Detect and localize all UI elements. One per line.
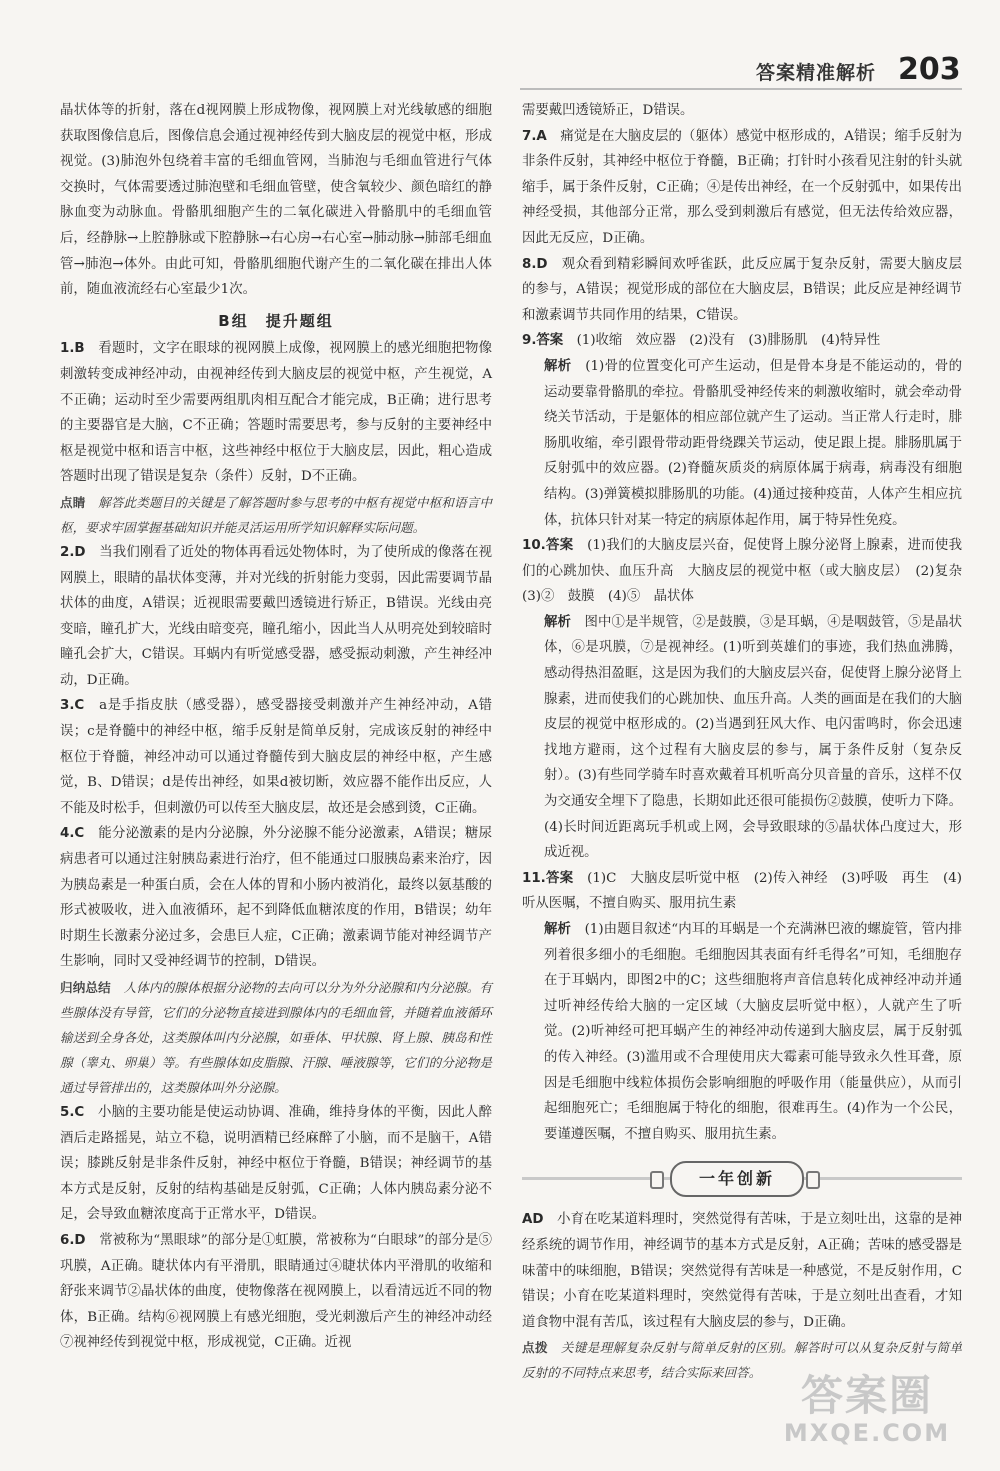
- item-text: 常被称为“黑眼球”的部分是①虹膜，常被称为“白眼球”的部分是⑤巩膜，A正确。睫状体内有平滑肌，眼睛通过④睫状体内平滑肌的收缩和舒张来调节②晶状体的曲度，使物像落在视网膜上，以看清远近不同的物体，B正确。结构⑥视网膜上有感光细胞，受光刺激后产生的神经冲动经⑦视神经传到视觉中枢，形成视觉，C正确。近视: [60, 1232, 492, 1351]
- group-title: B组 提升题组: [218, 311, 334, 330]
- item-text: 能分泌激素的是内分泌腺，外分泌腺不能分泌激素，A错误；糖尿病患者可以通过注射胰岛素进行治疗，但不能通过口服胰岛素来治疗，因为胰岛素是一种蛋白质，会在人体的胃和小肠内被消化，最终以氨基酸的形式被吸收，进入血液循环，起不到降低血糖浓度的作用，B错误；幼年时期生长激素分泌过多，会患巨人症，C正确；激素调节能对神经调节产生影响，同时又受神经调节的控制，D错误。: [60, 826, 493, 970]
- item-text: 观众看到精彩瞬间欢呼雀跃，此反应属于复杂反射，需要大脑皮层的参与，A错误；视觉形成的部位在大脑皮层，B错误；此反应是神经调节和激素调节共同作用的结果，C错误。: [522, 256, 963, 323]
- item-text: (1)我们的大脑皮层兴奋，促使肾上腺分泌肾上腺素，进而使我们的心跳加快、血压升高 大脑皮层的视觉中枢（或大脑皮层） (2)复杂 (3)② 鼓膜 (4)⑤ 晶状体: [522, 538, 976, 605]
- banner-title: 一年创新: [670, 1161, 804, 1197]
- item-text: (1)骨的位置变化可产生运动，但是骨本身是不能运动的，骨的运动要靠骨骼肌的牵拉。骨骼肌受神经传来的刺激收缩时，就会牵动骨绕关节活动，于是躯体的相应部位就产生了运动。当正常人行走时，腓肠肌收缩，牵引跟骨带动距骨绕踝关节运动，使足跟上提。腓肠肌属于反射弧中的效应器。(2)脊髓灰质炎的病原体属于病毒，病毒没有细胞结构。(3)弹簧模拟腓肠肌的功能。(4)通过接种疫苗，人体产生相应抗体，抗体只针对某一特定的病原体起作用，属于特异性免疫。: [544, 358, 963, 528]
- item-text: 小脑的主要功能是使运动协调、准确，维持身体的平衡，因此人醉酒后走路摇晃，站立不稳，说明酒精已经麻醉了小脑，而不是脑干，A错误；膝跳反射是非条件反射，神经中枢位于脊髓，B错误；神经调节的基本方式是反射，反射的结构基础是反射弧，C正确；人体内胰岛素分泌不足，会导致血糖浓度高于正常水平，D错误。: [60, 1105, 493, 1223]
- item-text: (1)C 大脑皮层听觉中枢 (2)传入神经 (3)呼吸 再生 (4)听从医嘱，不擅自购买、服用抗生素: [522, 870, 963, 912]
- note-tag: 点睛: [60, 494, 86, 510]
- item-label: AD: [522, 1212, 544, 1228]
- item-text: 痛觉是在大脑皮层的（躯体）感觉中枢形成的，A错误；缩手反射为非条件反射，其神经中枢位于脊髓，B正确；打针时小孩看见注射的针头就缩手，属于条件反射，C正确；④是传出神经，在一个反射弧中，如果传出神经受损，其他部分正常，那么受到刺激后有感觉，但无法传给效应器，因此无反应，D正确。: [522, 128, 962, 246]
- item-text: 小育在吃某道料理时，突然觉得有苦味，于是立刻吐出，这靠的是神经系统的调节作用，神经调节的基本方式是反射，A正确；苦味的感受器是味蕾中的味细胞，B错误；突然觉得有苦味是一种感觉，不是反射作用，C错误；小育在吃某道料理时，突然觉得有苦味，于是立刻吐出查看，才知道食物中混有苦瓜，该过程有大脑皮层的参与，D正确。: [522, 1212, 963, 1330]
- item-label: 8.D: [522, 256, 548, 272]
- item-label: 5.C: [60, 1105, 85, 1120]
- note-item: [60, 975, 492, 1100]
- item-text: (1)由题目叙述“内耳的耳蜗是一个充满淋巴液的螺旋管，管内排列着很多细小的毛细胞。毛细胞因其表面有纤毛得名”可知，毛细胞存在于耳蜗内，即图2中的C；这些细胞将声音信息转化成神经冲动并通过听神经传给大脑的一定区域（大脑皮层听觉中枢），人就产生了听觉。(2)听神经可把耳蜗产生的神经冲动传递到大脑皮层，属于反射弧的传入神经。(3)滥用或不合理使用庆大霉素可能导致永久性耳聋，原因是毛细胞中线粒体损伤会影响细胞的呼吸作用（能量供应），从而引起细胞死亡；毛细胞属于特化的细胞，很难再生。(4)作为一个公民，要谨遵医嘱，不擅自购买、服用抗生素。: [544, 922, 963, 1142]
- page-header: [0, 0, 1000, 110]
- banner-ornament: [650, 1171, 664, 1189]
- answer-item: [522, 533, 976, 610]
- item-text: 当我们刚看了近处的物体再看远处物体时，为了使所成的像落在视网膜上，眼睛的晶状体变薄，并对光线的折射能力变弱，因此需要调节晶状体的曲度，A错误；近视眼需要戴凹透镜进行矫正，B错误。光线由亮变暗，瞳孔扩大，光线由暗变亮，瞳孔缩小，因此当人从明亮处到较暗时瞳孔会扩大，C错误。耳蜗内有听觉感受器，感受振动刺激，产生神经冲动，D正确。: [60, 544, 493, 688]
- item-label: 1.B: [60, 341, 85, 357]
- item-text: (1)收缩 效应器 (2)没有 (3)腓肠肌 (4)特异性: [576, 333, 881, 349]
- item-label: 解析: [544, 358, 572, 374]
- right-intro: [522, 98, 962, 124]
- answer-item: [522, 328, 962, 354]
- item-label: 10.答案: [522, 538, 574, 554]
- note-item: [60, 490, 492, 540]
- analysis-item: [522, 917, 962, 1147]
- note-tag: 点拨: [522, 1340, 548, 1356]
- item-label: 解析: [544, 922, 572, 937]
- intro-text: 晶状体等的折射，落在d视网膜上形成物像，视网膜上对光线敏感的细胞获取图像信息后，图像信息会通过视神经传到大脑皮层的视觉中枢，形成视觉。(3)肺泡外包绕着丰富的毛细血管网，当肺泡与毛细血管进行气体交换时，气体需要透过肺泡壁和毛细血管壁，使含氧较少、颜色暗红的静脉血变为动脉血。骨骼肌细胞产生的二氧化碳进入骨骼肌中的毛细血管后，经静脉→上腔静脉或下腔静脉→右心房→右心室→肺动脉→肺部毛细血管→肺泡→体外。由此可知，骨骼肌细胞代谢产生的二氧化碳在排出人体前，随血液流经右心室最少1次。: [60, 103, 492, 298]
- header-divider: [520, 88, 962, 90]
- page-number: 203: [898, 52, 961, 87]
- answer-item: [60, 693, 492, 821]
- answer-item: [60, 1100, 492, 1228]
- watermark-logo: 答案圈: [800, 1371, 933, 1420]
- banner-ornament: [806, 1171, 820, 1189]
- item-label: 3.C: [60, 698, 85, 714]
- item-label: 解析: [544, 614, 571, 630]
- note-tag: 归纳总结: [60, 980, 111, 995]
- item-label: 7.A: [522, 128, 547, 144]
- item-text: 看题时，文字在眼球的视网膜上成像，视网膜上的感光细胞把物像刺激转变成神经冲动，由视神经传到大脑皮层的视觉中枢，产生视觉，A不正确；运动时至少需要两组肌肉相互配合才能完成，B正确；进行思考的主要器官是大脑，C不正确；答题时需要思考，参与反射的主要神经中枢是视觉中枢和语言中枢，这些神经中枢位于大脑皮层，因此，粗心造成答题时出现了错误是复杂（条件）反射，D不正确。: [60, 341, 493, 485]
- note-text: 人体内的腺体根据分泌物的去向可以分为外分泌腺和内分泌腺。有些腺体没有导管，它们的分泌物直接进到腺体内的毛细血管，并随着血液循环输送到全身各处，这类腺体叫内分泌腺，如垂体、甲状腺、肾上腺、胰岛和性腺（睾丸、卵巢）等。有些腺体如皮脂腺、汗腺、唾液腺等，它们的分泌物是通过导管排出的，这类腺体叫外分泌腺。: [60, 980, 493, 1095]
- answer-item: [60, 540, 492, 694]
- answer-item: [60, 1228, 492, 1356]
- intro-text: 需要戴凹透镜矫正，D错误。: [522, 103, 694, 118]
- left-column: [60, 98, 492, 1356]
- header-title: 答案精准解析: [756, 62, 877, 84]
- item-text: 图中①是半规管，②是鼓膜，③是耳蜗，④是咽鼓管，⑤是晶状体，⑥是巩膜，⑦是视神经。(1)听到英雄们的事迹，我们热血沸腾，感动得热泪盈眶，这是因为我们的大脑皮层兴奋，促使肾上腺分泌肾上腺素，进而使我们的心跳加快、血压升高。人类的画面是在我们的大脑皮层的视觉中枢形成的。(2)当遇到狂风大作、电闪雷鸣时，你会迅速找地方避雨，这个过程有大脑皮层的参与，属于条件反射（复杂反射）。(3)有些同学骑车时喜欢戴着耳机听高分贝音量的音乐，这样不仅为交通安全埋下了隐患，长期如此还很可能损伤②鼓膜，使听力下降。(4)长时间近距离玩手机或上网，会导致眼球的⑤晶状体凸度过大，形成近视。: [544, 614, 963, 861]
- answer-item: [522, 124, 962, 252]
- answer-item: [522, 866, 962, 917]
- item-label: 6.D: [60, 1232, 86, 1248]
- item-text: a是手指皮肤（感受器），感受器接受刺激并产生神经冲动，A错误；c是脊髓中的神经中枢，缩手反射是简单反射，完成该反射的神经中枢位于脊髓，神经冲动可以通过脊髓传到大脑皮层的神经中枢，产生感觉，B、D错误；d是传出神经，如果d被切断，效应器不能作出反应，人不能及时松手，但刺激仍可以传至大脑皮层，故还是会感到烫，C正确。: [60, 698, 493, 816]
- note-text: 解答此类题目的关键是了解答题时参与思考的中枢有视觉中枢和语言中枢，要求牢固掌握基础知识并能灵活运用所学知识解释实际问题。: [60, 494, 493, 535]
- left-intro: [60, 98, 492, 303]
- answer-item: [60, 336, 492, 490]
- answer-item: [60, 821, 492, 975]
- note-text: 关键是理解复杂反射与简单反射的区别。解答时可以从复杂反射与简单反射的不同特点来思考，结合实际来回答。: [522, 1340, 963, 1381]
- analysis-item: [522, 354, 962, 533]
- item-label: 9.答案: [522, 333, 564, 349]
- watermark-url: MXQE.COM: [783, 1419, 951, 1447]
- item-label: 2.D: [60, 544, 86, 560]
- site-watermark: [772, 1373, 962, 1453]
- answer-item: [522, 252, 962, 329]
- item-label: 4.C: [60, 826, 85, 842]
- innovation-banner: [522, 1155, 962, 1201]
- innovation-item: [522, 1207, 962, 1335]
- right-column: [522, 98, 976, 1385]
- item-label: 11.答案: [522, 870, 574, 886]
- analysis-item: [522, 610, 962, 866]
